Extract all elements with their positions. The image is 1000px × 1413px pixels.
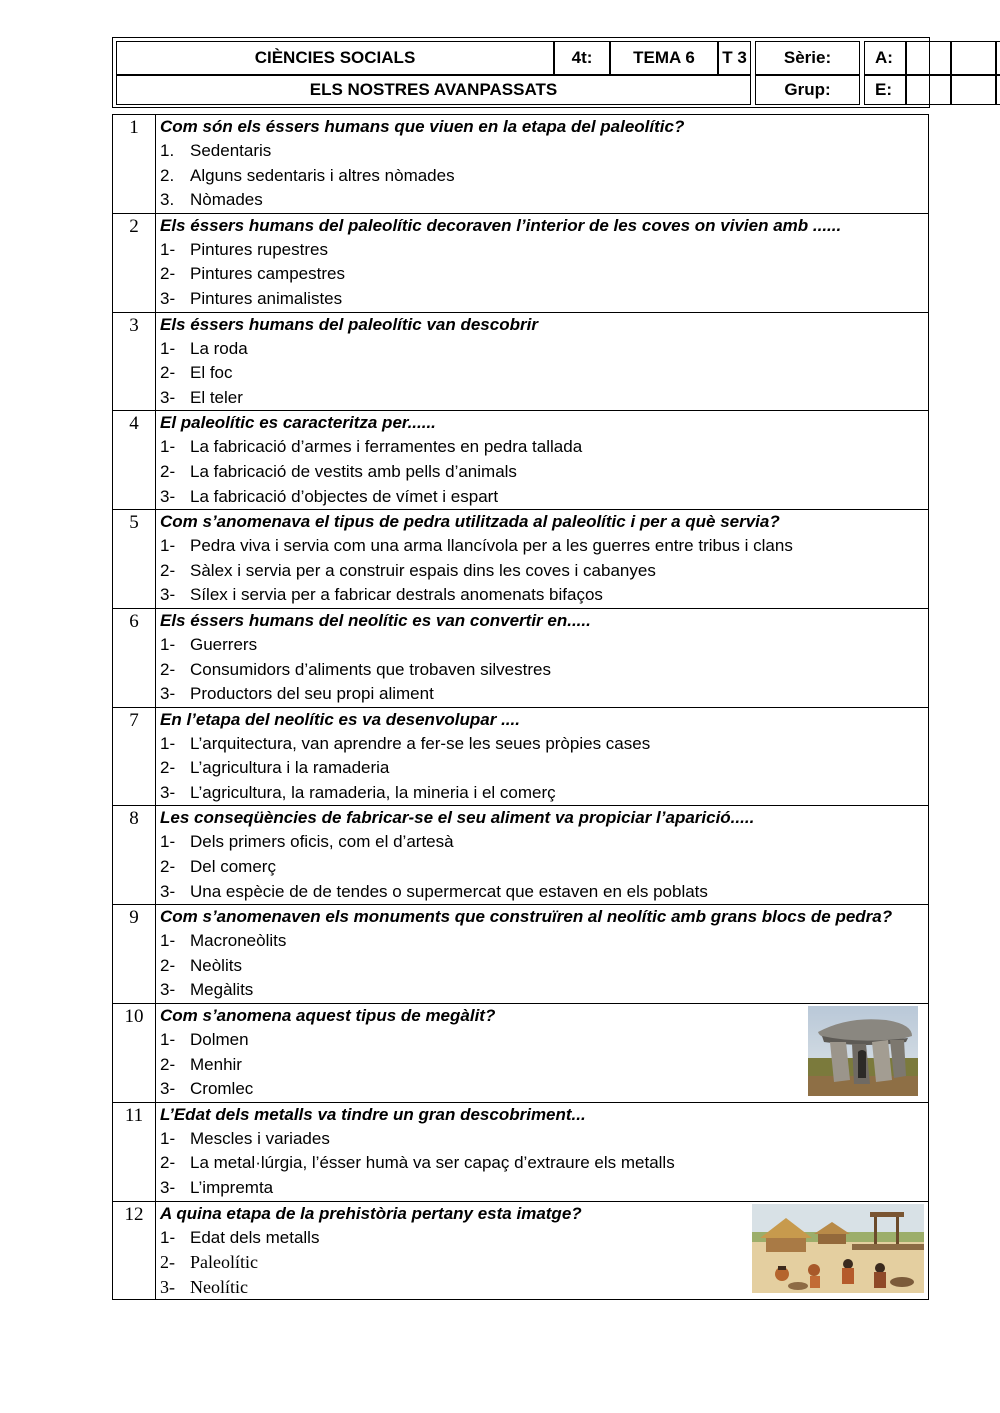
- question-text: Com s’anomenaven els monuments que construïren al neolític amb grans blocs de pedra?: [160, 907, 893, 927]
- question-row: [113, 213, 928, 312]
- question-text: En l’etapa del neolític es va desenvolupar ....: [160, 709, 520, 729]
- worksheet-header: [112, 37, 930, 108]
- answer-option[interactable]: 3- La fabricació d’objectes de vímet i espart: [160, 486, 499, 506]
- question-number: 7: [113, 708, 156, 806]
- answer-option[interactable]: 3- Megàlits: [160, 980, 254, 1000]
- worksheet-subtitle: ELS NOSTRES AVANPASSATS: [116, 75, 751, 105]
- score-a-label: A:: [864, 41, 906, 75]
- answer-option[interactable]: 2- La fabricació de vestits amb pells d’animals: [160, 461, 517, 481]
- score-e-box-2[interactable]: [951, 75, 996, 105]
- question-row: [113, 1003, 928, 1102]
- answer-option[interactable]: 2- Neòlits: [160, 955, 242, 975]
- score-a-box-3[interactable]: [996, 41, 1000, 75]
- score-e-label: E:: [864, 75, 906, 105]
- answer-option[interactable]: 2- Pintures campestres: [160, 264, 345, 284]
- answer-option[interactable]: 2- Menhir: [160, 1054, 242, 1074]
- answer-option[interactable]: 2- Consumidors d’aliments que trobaven silvestres: [160, 659, 551, 679]
- question-row: [113, 707, 928, 806]
- subject-title: CIÈNCIES SOCIALS: [116, 41, 554, 75]
- question-number: 5: [113, 510, 156, 608]
- question-number: 10: [113, 1004, 156, 1102]
- question-number: 2: [113, 214, 156, 312]
- answer-option[interactable]: 1- Guerrers: [160, 634, 258, 654]
- answer-option[interactable]: 1- Edat dels metalls: [160, 1227, 320, 1247]
- score-e-box-3[interactable]: [996, 75, 1000, 105]
- question-text: Com s’anomenava el tipus de pedra utilitzada al paleolític i per a què servia?: [160, 512, 780, 532]
- question-text: Com s’anomena aquest tipus de megàlit?: [160, 1006, 496, 1026]
- question-number: 8: [113, 806, 156, 904]
- answer-option[interactable]: 2- Paleolític: [160, 1252, 258, 1273]
- series-label: Sèrie:: [755, 41, 860, 75]
- answer-option[interactable]: 2. Alguns sedentaris i altres nòmades: [160, 165, 455, 185]
- question-text: Com són els éssers humans que viuen en la etapa del paleolític?: [160, 117, 685, 136]
- group-label: Grup:: [755, 75, 860, 105]
- question-row: [113, 805, 928, 904]
- answer-option[interactable]: 1- L’arquitectura, van aprendre a fer-se les seues pròpies cases: [160, 733, 651, 753]
- question-text: L’Edat dels metalls va tindre un gran descobriment...: [160, 1104, 586, 1124]
- question-row: [113, 509, 928, 608]
- answer-option[interactable]: 1- Mescles i variades: [160, 1128, 330, 1148]
- question-text: Les conseqüències de fabricar-se el seu aliment va propiciar l’aparició.....: [160, 808, 755, 828]
- question-row: [113, 1201, 928, 1300]
- answer-option[interactable]: 1- Macroneòlits: [160, 931, 287, 951]
- answer-option[interactable]: 3- Una espècie de de tendes o supermercat que estaven en els poblats: [160, 881, 708, 901]
- question-number: 9: [113, 905, 156, 1003]
- answer-option[interactable]: 2- El foc: [160, 363, 233, 383]
- question-row: [113, 904, 928, 1003]
- prehistoric-village-image: [752, 1204, 924, 1293]
- questions-table: [112, 114, 929, 1300]
- answer-option[interactable]: 2- Sàlex i servia per a construir espais dins les coves i cabanyes: [160, 560, 656, 580]
- score-e-box-1[interactable]: [906, 75, 951, 105]
- term-label: T 3: [718, 41, 751, 75]
- score-a-box-1[interactable]: [906, 41, 951, 75]
- question-number: 12: [113, 1202, 156, 1300]
- answer-option[interactable]: 1- Pintures rupestres: [160, 239, 328, 259]
- answer-option[interactable]: 1- Dels primers oficis, com el d’artesà: [160, 832, 454, 852]
- question-number: 3: [113, 313, 156, 411]
- answer-option[interactable]: 1- Dolmen: [160, 1030, 249, 1050]
- dolmen-image: [808, 1006, 918, 1096]
- question-text: Els éssers humans del neolític es van convertir en.....: [160, 610, 591, 630]
- score-a-box-2[interactable]: [951, 41, 996, 75]
- answer-option[interactable]: 2- Del comerç: [160, 857, 276, 877]
- answer-option[interactable]: 3- El teler: [160, 387, 243, 407]
- question-number: 6: [113, 609, 156, 707]
- question-row: [113, 1102, 928, 1201]
- question-number: 1: [113, 115, 156, 213]
- question-number: 11: [113, 1103, 156, 1201]
- answer-option[interactable]: 2- La metal·lúrgia, l’ésser humà va ser capaç d’extraure els metalls: [160, 1153, 675, 1173]
- answer-option[interactable]: 3- Pintures animalistes: [160, 288, 343, 308]
- answer-option[interactable]: 1- Pedra viva i servia com una arma llancívola per a les guerres entre tribus i clans: [160, 536, 793, 556]
- question-text: A quina etapa de la prehistòria pertany esta imatge?: [160, 1203, 582, 1223]
- answer-option[interactable]: 3- L’impremta: [160, 1178, 274, 1197]
- answer-option[interactable]: 3- Cromlec: [160, 1079, 254, 1099]
- question-text: Els éssers humans del paleolític van descobrir: [160, 314, 538, 334]
- answer-option[interactable]: 2- L’agricultura i la ramaderia: [160, 758, 390, 778]
- answer-option[interactable]: 1- La roda: [160, 338, 248, 358]
- question-text: Els éssers humans del paleolític decoraven l’interior de les coves on vivien amb ......: [160, 215, 842, 235]
- question-number: 4: [113, 411, 156, 509]
- answer-option[interactable]: 3. Nòmades: [160, 190, 263, 210]
- question-row: [113, 312, 928, 411]
- question-row: [113, 115, 928, 213]
- question-row: [113, 608, 928, 707]
- answer-option[interactable]: 3- L’agricultura, la ramaderia, la mineria i el comerç: [160, 782, 556, 802]
- question-row: [113, 410, 928, 509]
- grade-label: 4t:: [554, 41, 610, 75]
- question-text: El paleolític es caracteritza per......: [160, 413, 436, 433]
- answer-option[interactable]: 1. Sedentaris: [160, 141, 272, 160]
- answer-option[interactable]: 3- Neolític: [160, 1276, 248, 1297]
- answer-option[interactable]: 3- Productors del seu propi aliment: [160, 684, 434, 704]
- answer-option[interactable]: 3- Sílex i servia per a fabricar destrals anomenats bifaços: [160, 585, 603, 605]
- answer-option[interactable]: 1- La fabricació d’armes i ferramentes en pedra tallada: [160, 437, 583, 457]
- topic-label: TEMA 6: [610, 41, 718, 75]
